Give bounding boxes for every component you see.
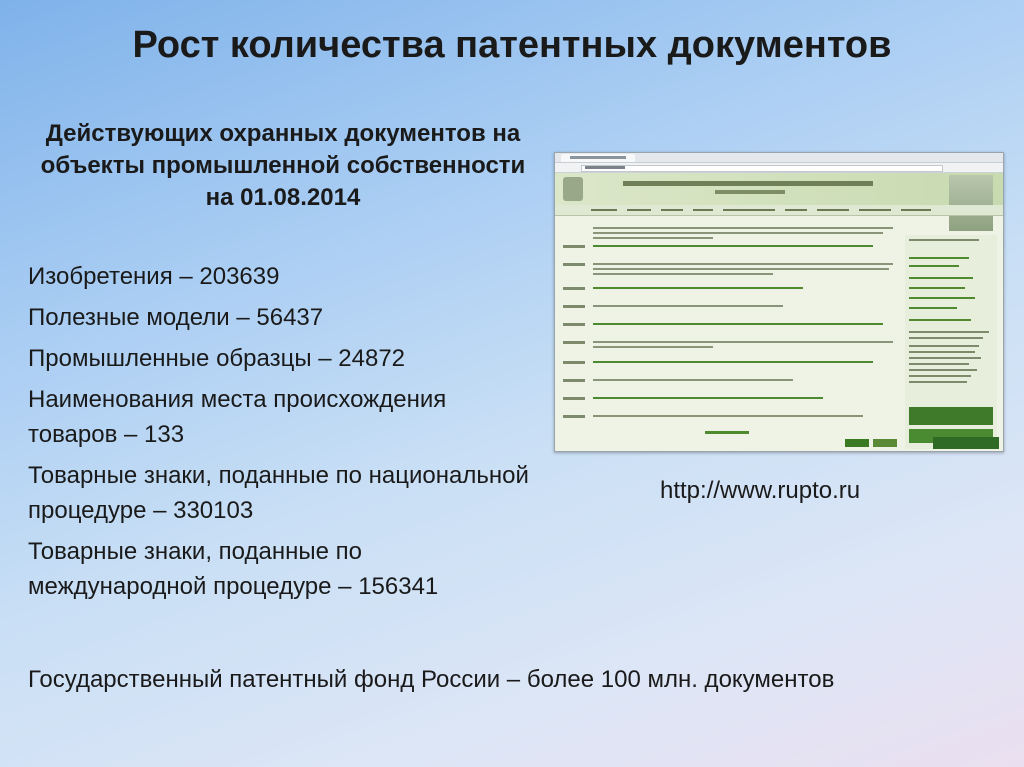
pagination: [705, 431, 749, 434]
subheading: Действующих охранных документов на объекты промышленной собственности на 01.08.2014: [40, 120, 526, 211]
site-page: [555, 173, 1003, 451]
browser-address-bar: [555, 163, 1003, 173]
news-list: [563, 227, 901, 447]
site-badge: [933, 437, 999, 449]
stat-trademarks-international: Товарные знаки, поданные по международной процедуре – 156341: [28, 538, 439, 600]
stat-inventions: Изобретения – 203639: [28, 263, 280, 290]
stat-industrial-designs: Промышленные образцы – 24872: [28, 345, 406, 372]
website-screenshot: [554, 152, 1004, 452]
stat-trademarks-national: Товарные знаки, поданные по национальной процедуре – 330103: [28, 462, 529, 524]
browser-tab: [561, 154, 635, 162]
stats-list: [28, 259, 538, 610]
stat-appellations-of-origin: Наименования места происхождения товаров – 133: [28, 386, 447, 448]
slide-title: Рост количества патентных документов: [132, 24, 892, 66]
site-nav: [555, 205, 1003, 216]
footer-note: Государственный патентный фонд России – более 100 млн. документов: [28, 666, 835, 693]
browser-tab-bar: [555, 153, 1003, 163]
site-sidebar: [905, 235, 997, 449]
website-url[interactable]: http://www.rupto.ru: [660, 477, 861, 504]
emblem-icon: [563, 177, 583, 201]
site-banner: [555, 173, 1003, 205]
site-badge: [845, 439, 869, 447]
building-image: [949, 175, 993, 231]
site-badge: [873, 439, 897, 447]
stat-utility-models: Полезные модели – 56437: [28, 304, 324, 331]
